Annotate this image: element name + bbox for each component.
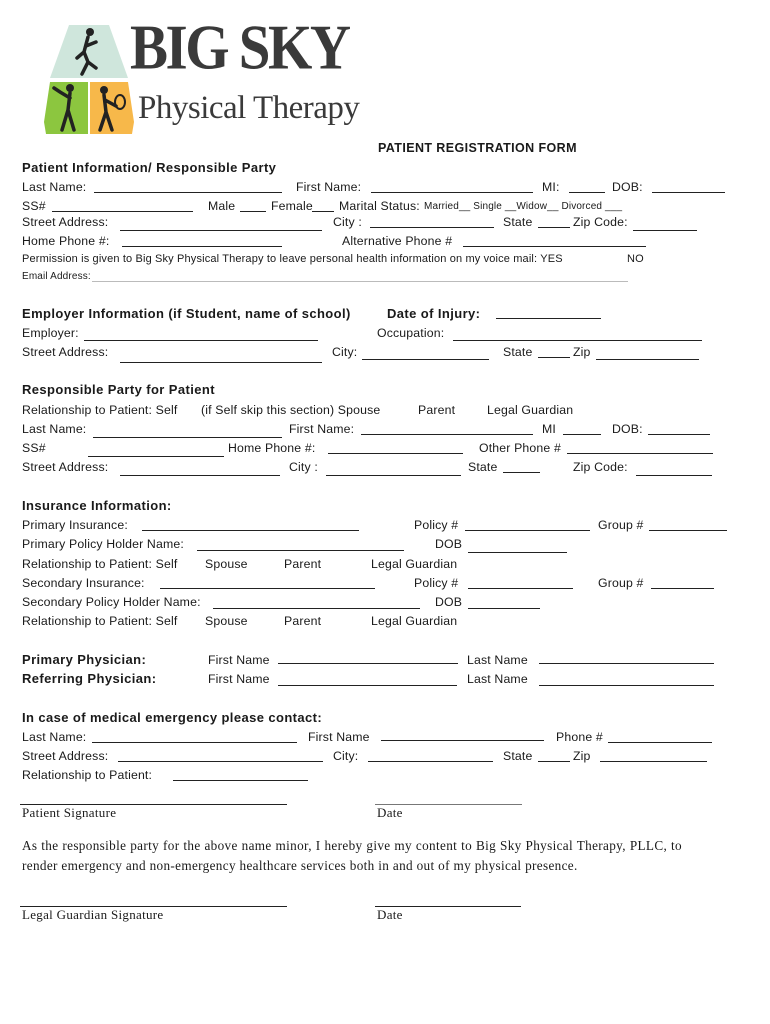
- responsible-first-name-label: First Name:: [289, 422, 355, 436]
- responsible-street-field[interactable]: [120, 475, 280, 476]
- responsible-street-label: Street Address:: [22, 460, 109, 474]
- guardian-date-label: Date: [377, 907, 403, 922]
- primary-insurance-label: Primary Insurance:: [22, 518, 128, 532]
- patient-last-name-label: Last Name:: [22, 180, 87, 194]
- patient-zip-label: Zip Code:: [573, 215, 628, 229]
- responsible-state-field[interactable]: [503, 472, 540, 473]
- primary-holder-label: Primary Policy Holder Name:: [22, 537, 184, 551]
- primary-insurance-field[interactable]: [142, 530, 359, 531]
- primary-holder-dob-field[interactable]: [468, 552, 567, 553]
- emergency-city-field[interactable]: [368, 761, 493, 762]
- patient-home-phone-label: Home Phone #:: [22, 234, 110, 248]
- employer-zip-field[interactable]: [596, 359, 699, 360]
- logo-subtitle: Physical Therapy: [138, 90, 360, 126]
- responsible-other-phone-label: Other Phone #: [479, 441, 561, 455]
- secondary-relationship-guardian[interactable]: Legal Guardian: [371, 614, 458, 628]
- primary-holder-field[interactable]: [197, 550, 404, 551]
- patient-street-field[interactable]: [120, 230, 322, 231]
- patient-alt-phone-label: Alternative Phone #: [342, 234, 453, 248]
- responsible-city-field[interactable]: [326, 475, 461, 476]
- responsible-ss-field[interactable]: [88, 456, 224, 457]
- secondary-relationship-label: Relationship to Patient: Self: [22, 614, 178, 628]
- patient-city-field[interactable]: [370, 227, 494, 228]
- patient-zip-field[interactable]: [633, 230, 697, 231]
- emergency-last-name-field[interactable]: [92, 742, 297, 743]
- patient-email-label: Email Address:: [22, 271, 91, 282]
- responsible-relationship-label: Relationship to Patient: Self: [22, 403, 178, 417]
- emergency-relationship-field[interactable]: [173, 780, 308, 781]
- primary-holder-dob-label: DOB: [435, 537, 463, 551]
- patient-mi-field[interactable]: [569, 192, 605, 193]
- primary-physician-last-field[interactable]: [539, 663, 714, 664]
- primary-policy-field[interactable]: [465, 530, 590, 531]
- responsible-zip-label: Zip Code:: [573, 460, 628, 474]
- responsible-last-name-label: Last Name:: [22, 422, 87, 436]
- responsible-home-phone-field[interactable]: [328, 453, 463, 454]
- patient-first-name-field[interactable]: [371, 192, 533, 193]
- patient-state-field[interactable]: [538, 227, 570, 228]
- responsible-first-name-field[interactable]: [361, 434, 533, 435]
- employer-state-label: State: [503, 345, 533, 359]
- patient-male-field[interactable]: [240, 211, 266, 212]
- guardian-signature-label: Legal Guardian Signature: [22, 907, 164, 922]
- form-title: PATIENT REGISTRATION FORM: [378, 141, 577, 155]
- emergency-phone-label: Phone #: [556, 730, 603, 744]
- employer-state-field[interactable]: [538, 357, 570, 358]
- responsible-dob-label: DOB:: [612, 422, 643, 436]
- patient-female-field[interactable]: [312, 211, 334, 212]
- responsible-city-label: City :: [289, 460, 318, 474]
- patient-street-label: Street Address:: [22, 215, 109, 229]
- responsible-other-phone-field[interactable]: [567, 453, 713, 454]
- employer-city-label: City:: [332, 345, 358, 359]
- primary-group-label: Group #: [598, 518, 644, 532]
- responsible-mi-field[interactable]: [563, 434, 601, 435]
- secondary-insurance-field[interactable]: [160, 588, 375, 589]
- responsible-skip-text: (if Self skip this section) Spouse: [201, 403, 381, 417]
- occupation-field[interactable]: [453, 340, 702, 341]
- logo-title: BIG SKY: [130, 12, 349, 84]
- emergency-street-field[interactable]: [118, 761, 323, 762]
- responsible-heading: Responsible Party for Patient: [22, 382, 215, 397]
- patient-marital-label: Marital Status:: [339, 199, 420, 213]
- patient-permission-text: Permission is given to Big Sky Physical Therapy to leave personal health information on my voice mail: YES: [22, 253, 563, 265]
- patient-ss-label: SS#: [22, 199, 46, 213]
- referring-physician-first-field[interactable]: [278, 685, 457, 686]
- primary-physician-first-label: First Name: [208, 653, 270, 667]
- emergency-zip-label: Zip: [573, 749, 591, 763]
- emergency-phone-field[interactable]: [608, 742, 712, 743]
- employer-city-field[interactable]: [362, 359, 489, 360]
- emergency-first-name-label: First Name: [308, 730, 370, 744]
- patient-alt-phone-field[interactable]: [463, 246, 646, 247]
- secondary-group-field[interactable]: [651, 588, 714, 589]
- employer-heading: Employer Information (if Student, name of school): [22, 306, 351, 321]
- responsible-state-label: State: [468, 460, 498, 474]
- patient-ss-field[interactable]: [52, 211, 193, 212]
- patient-permission-no[interactable]: NO: [627, 253, 644, 265]
- secondary-policy-label: Policy #: [414, 576, 459, 590]
- patient-female-label: Female: [271, 199, 313, 213]
- primary-physician-label: Primary Physician:: [22, 652, 147, 667]
- responsible-guardian-option[interactable]: Legal Guardian: [487, 403, 574, 417]
- date-of-injury-field[interactable]: [496, 318, 601, 319]
- secondary-policy-field[interactable]: [468, 588, 573, 589]
- responsible-zip-field[interactable]: [636, 475, 712, 476]
- patient-signature-label: Patient Signature: [22, 805, 117, 820]
- emergency-first-name-field[interactable]: [381, 740, 544, 741]
- patient-dob-label: DOB:: [612, 180, 643, 194]
- emergency-zip-field[interactable]: [600, 761, 707, 762]
- responsible-parent-option[interactable]: Parent: [418, 403, 456, 417]
- referring-physician-last-field[interactable]: [539, 685, 714, 686]
- secondary-relationship-spouse[interactable]: Spouse: [205, 614, 248, 628]
- patient-marital-options[interactable]: Married__ Single __Widow__ Divorced ___: [424, 201, 623, 212]
- emergency-city-label: City:: [333, 749, 359, 763]
- employer-street-label: Street Address:: [22, 345, 109, 359]
- patient-dob-field[interactable]: [652, 192, 725, 193]
- secondary-holder-dob-field[interactable]: [468, 608, 540, 609]
- referring-physician-first-label: First Name: [208, 672, 270, 686]
- patient-city-label: City :: [333, 215, 362, 229]
- patient-first-name-label: First Name:: [296, 180, 362, 194]
- primary-relationship-guardian[interactable]: Legal Guardian: [371, 557, 458, 571]
- consent-paragraph: As the responsible party for the above name minor, I hereby give my content to Big Sky Physical Therapy, PLLC, to render emergency and non-emergency healthcare services both in and out of my physical presence.: [22, 838, 682, 873]
- referring-physician-last-label: Last Name: [467, 672, 528, 686]
- primary-relationship-parent[interactable]: Parent: [284, 557, 322, 571]
- primary-policy-label: Policy #: [414, 518, 459, 532]
- primary-group-field[interactable]: [649, 530, 727, 531]
- emergency-last-name-label: Last Name:: [22, 730, 87, 744]
- responsible-home-phone-label: Home Phone #:: [228, 441, 316, 455]
- insurance-heading: Insurance Information:: [22, 498, 172, 513]
- secondary-group-label: Group #: [598, 576, 644, 590]
- secondary-holder-dob-label: DOB: [435, 595, 463, 609]
- referring-physician-label: Referring Physician:: [22, 671, 157, 686]
- primary-physician-first-field[interactable]: [278, 663, 458, 664]
- emergency-state-label: State: [503, 749, 533, 763]
- employer-zip-label: Zip: [573, 345, 591, 359]
- patient-email-field[interactable]: [92, 281, 628, 282]
- secondary-holder-label: Secondary Policy Holder Name:: [22, 595, 201, 609]
- emergency-relationship-label: Relationship to Patient:: [22, 768, 153, 782]
- patient-last-name-field[interactable]: [94, 192, 282, 193]
- emergency-heading: In case of medical emergency please contact:: [22, 710, 323, 725]
- patient-date-label: Date: [377, 805, 403, 820]
- emergency-street-label: Street Address:: [22, 749, 109, 763]
- secondary-insurance-label: Secondary Insurance:: [22, 576, 145, 590]
- logo-triangle-graphic: [44, 22, 134, 136]
- responsible-last-name-field[interactable]: [93, 437, 282, 438]
- patient-male-label: Male: [208, 199, 236, 213]
- responsible-dob-field[interactable]: [648, 434, 710, 435]
- secondary-holder-field[interactable]: [213, 608, 420, 609]
- secondary-relationship-parent[interactable]: Parent: [284, 614, 322, 628]
- patient-heading: Patient Information/ Responsible Party: [22, 160, 277, 175]
- employer-label: Employer:: [22, 326, 79, 340]
- occupation-label: Occupation:: [377, 326, 445, 340]
- patient-mi-label: MI:: [542, 180, 560, 194]
- primary-relationship-spouse[interactable]: Spouse: [205, 557, 248, 571]
- employer-field[interactable]: [84, 340, 318, 341]
- primary-physician-last-label: Last Name: [467, 653, 528, 667]
- emergency-state-field[interactable]: [538, 761, 570, 762]
- patient-home-phone-field[interactable]: [122, 246, 282, 247]
- patient-state-label: State: [503, 215, 533, 229]
- employer-street-field[interactable]: [120, 362, 322, 363]
- responsible-mi-label: MI: [542, 422, 556, 436]
- responsible-ss-label: SS#: [22, 441, 46, 455]
- date-of-injury-label: Date of Injury:: [387, 306, 481, 321]
- primary-relationship-label: Relationship to Patient: Self: [22, 557, 178, 571]
